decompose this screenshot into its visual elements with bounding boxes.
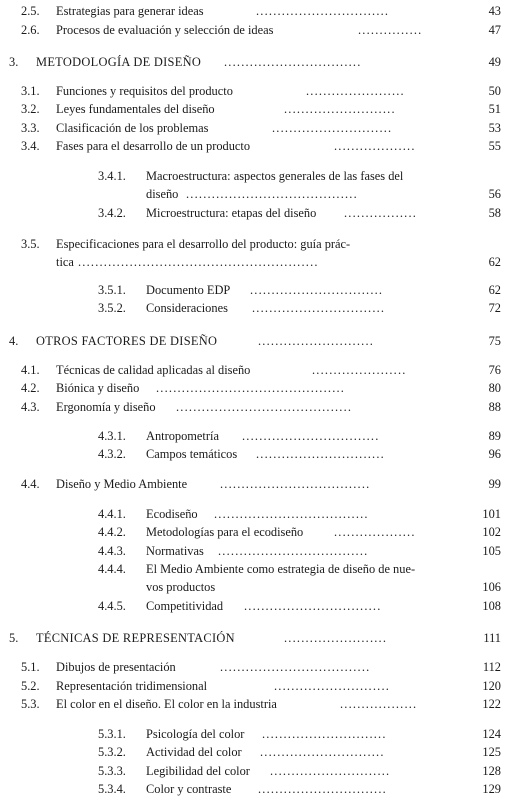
toc-title: Campos temáticos (146, 447, 238, 461)
toc-number: 4.2. (21, 381, 40, 395)
dot-leader: ........................................................ (78, 255, 319, 269)
toc-number: 3. (9, 55, 19, 69)
toc-entry (0, 781, 509, 797)
toc-number: 3.3. (21, 121, 40, 135)
toc-title: Diseño y Medio Ambiente (56, 477, 188, 491)
dot-leader: ................................... (220, 477, 371, 491)
toc-number: 5.3.1. (98, 727, 126, 741)
toc-number: 4.4.5. (98, 599, 126, 613)
toc-number: 4.4.2. (98, 525, 126, 539)
toc-chapter (0, 630, 509, 646)
toc-entry (0, 380, 509, 396)
toc-page-number: 125 (482, 745, 501, 759)
toc-entry (0, 428, 509, 444)
toc-entry (0, 120, 509, 136)
toc-number: 3.5.1. (98, 283, 126, 297)
toc-number: 4.3.2. (98, 447, 126, 461)
toc-page-number: 129 (482, 782, 501, 796)
toc-title: El color en el diseño. El color en la industria (56, 697, 277, 711)
toc-title: El Medio Ambiente como estrategia de diseño de nue- (146, 562, 416, 576)
toc-page-number: 49 (488, 55, 501, 69)
toc-page-number: 62 (488, 283, 501, 297)
dot-leader: .............................. (258, 782, 387, 796)
toc-entry (0, 763, 509, 779)
dot-leader: ........................ (284, 631, 388, 645)
toc-title: Competitividad (146, 599, 224, 613)
toc-page-number: 111 (483, 631, 501, 645)
toc-entry-continuation (0, 186, 509, 202)
dot-leader: ................................ (242, 429, 380, 443)
dot-leader: ................................ (244, 599, 382, 613)
toc-page-number: 120 (482, 679, 501, 693)
dot-leader: ................................... (218, 544, 369, 558)
dot-leader: .................................... (214, 507, 369, 521)
toc-title: Consideraciones (146, 301, 228, 315)
toc-page-number: 88 (488, 400, 501, 414)
toc-number: 4. (9, 334, 19, 348)
toc-number: 4.1. (21, 363, 40, 377)
dot-leader: ............... (358, 23, 423, 37)
toc-title-continuation: vos productos (146, 580, 216, 594)
toc-chapter-title: TÉCNICAS DE REPRESENTACIÓN (36, 631, 235, 645)
toc-entry (0, 744, 509, 760)
toc-number: 4.4. (21, 477, 40, 491)
toc-page-number: 76 (488, 363, 501, 377)
toc-page-number: 102 (482, 525, 501, 539)
dot-leader: ................... (334, 525, 416, 539)
toc-entry (0, 696, 509, 712)
dot-leader: ............................ (270, 764, 391, 778)
toc-number: 3.4.1. (98, 169, 126, 183)
toc-title: Fases para el desarrollo de un producto (56, 139, 251, 153)
toc-number: 2.6. (21, 23, 40, 37)
toc-title: Especificaciones para el desarrollo del producto: guía prác- (56, 237, 351, 251)
dot-leader: ................................ (224, 55, 362, 69)
toc-title: Representación tridimensional (56, 679, 208, 693)
toc-page-number: 99 (488, 477, 501, 491)
dot-leader: ............................. (260, 745, 385, 759)
toc-entry (0, 726, 509, 742)
toc-entry (0, 205, 509, 221)
dot-leader: ............................ (272, 121, 393, 135)
toc-entry (0, 236, 509, 252)
toc-entry (0, 300, 509, 316)
toc-number: 4.3. (21, 400, 40, 414)
dot-leader: ............................................ (156, 381, 346, 395)
toc-entry (0, 543, 509, 559)
toc-title: Ergonomía y diseño (56, 400, 156, 414)
toc-number: 5.2. (21, 679, 40, 693)
dot-leader: ................. (344, 206, 418, 220)
toc-entry (0, 678, 509, 694)
toc-page-number: 62 (488, 255, 501, 269)
toc-title: Dibujos de presentación (56, 660, 176, 674)
toc-number: 3.1. (21, 84, 40, 98)
toc-title-continuation: tica (56, 255, 74, 269)
toc-entry (0, 446, 509, 462)
toc-title: Normativas (146, 544, 204, 558)
toc-page-number: 51 (488, 102, 501, 116)
toc-page-number: 47 (488, 23, 501, 37)
toc-entry (0, 524, 509, 540)
toc-page-number: 72 (488, 301, 501, 315)
toc-number: 4.4.4. (98, 562, 126, 576)
dot-leader: .............................. (256, 447, 385, 461)
toc-title: Psicología del color (146, 727, 245, 741)
dot-leader: ....................... (306, 84, 405, 98)
toc-number: 5.3.2. (98, 745, 126, 759)
toc-entry (0, 138, 509, 154)
dot-leader: ............................... (256, 4, 390, 18)
dot-leader: ...................... (312, 363, 407, 377)
toc-number: 5.3. (21, 697, 40, 711)
toc-page-number: 58 (488, 206, 501, 220)
toc-page-number: 106 (482, 580, 501, 594)
dot-leader: ........................... (274, 679, 391, 693)
toc-page-number: 101 (482, 507, 501, 521)
toc-title-continuation: diseño (146, 187, 179, 201)
toc-title: Legibilidad del color (146, 764, 250, 778)
toc-title: Actividad del color (146, 745, 242, 759)
dot-leader: ............................... (252, 301, 386, 315)
toc-number: 3.5. (21, 237, 40, 251)
toc-page-number: 105 (482, 544, 501, 558)
toc-title: Macroestructura: aspectos generales de las fases del (146, 169, 404, 183)
toc-entry (0, 282, 509, 298)
toc-number: 3.5.2. (98, 301, 126, 315)
toc-page-number: 89 (488, 429, 501, 443)
toc-page-number: 53 (488, 121, 501, 135)
toc-number: 5. (9, 631, 19, 645)
toc-number: 3.4. (21, 139, 40, 153)
toc-number: 3.4.2. (98, 206, 126, 220)
dot-leader: ........................................ (186, 187, 358, 201)
dot-leader: .......................... (284, 102, 396, 116)
toc-entry (0, 399, 509, 415)
toc-number: 5.3.3. (98, 764, 126, 778)
toc-entry (0, 476, 509, 492)
toc-page-number: 124 (482, 727, 501, 741)
toc-page-number: 128 (482, 764, 501, 778)
toc-page-number: 56 (488, 187, 501, 201)
dot-leader: ............................... (250, 283, 384, 297)
toc-entry (0, 506, 509, 522)
toc-title: Clasificación de los problemas (56, 121, 209, 135)
toc-title: Funciones y requisitos del producto (56, 84, 233, 98)
toc-entry (0, 83, 509, 99)
toc-title: Ecodiseño (146, 507, 198, 521)
toc-number: 2.5. (21, 4, 40, 18)
toc-title: Metodologías para el ecodiseño (146, 525, 304, 539)
toc-page-number: 96 (488, 447, 501, 461)
toc-entry-continuation (0, 579, 509, 595)
toc-title: Documento EDP (146, 283, 231, 297)
toc-number: 4.4.1. (98, 507, 126, 521)
toc-entry (0, 101, 509, 117)
toc-title: Biónica y diseño (56, 381, 140, 395)
toc-title: Estrategias para generar ideas (56, 4, 204, 18)
toc-page-number: 75 (488, 334, 501, 348)
toc-title: Antropometría (146, 429, 219, 443)
toc-chapter-title: OTROS FACTORES DE DISEÑO (36, 334, 218, 348)
toc-page-number: 50 (488, 84, 501, 98)
toc-title: Microestructura: etapas del diseño (146, 206, 317, 220)
toc-page-number: 122 (482, 697, 501, 711)
dot-leader: ......................................... (176, 400, 353, 414)
toc-page-number: 108 (482, 599, 501, 613)
toc-chapter (0, 54, 509, 70)
dot-leader: ............................. (262, 727, 387, 741)
toc-entry (0, 561, 509, 577)
toc-entry (0, 22, 509, 38)
toc-title: Color y contraste (146, 782, 232, 796)
toc-entry (0, 168, 509, 184)
toc-chapter-title: METODOLOGÍA DE DISEÑO (36, 55, 202, 69)
toc-number: 4.4.3. (98, 544, 126, 558)
toc-number: 4.3.1. (98, 429, 126, 443)
dot-leader: ................................... (220, 660, 371, 674)
toc-number: 5.1. (21, 660, 40, 674)
dot-leader: .................. (340, 697, 418, 711)
toc-entry (0, 362, 509, 378)
dot-leader: ........................... (258, 334, 375, 348)
toc-entry (0, 659, 509, 675)
toc-page-number: 43 (488, 4, 501, 18)
toc-number: 5.3.4. (98, 782, 126, 796)
toc-entry-continuation (0, 254, 509, 270)
toc-entry (0, 3, 509, 19)
toc-page-number: 55 (488, 139, 501, 153)
toc-page-number: 112 (482, 660, 501, 674)
toc-title: Técnicas de calidad aplicadas al diseño (56, 363, 251, 377)
toc-title: Leyes fundamentales del diseño (56, 102, 215, 116)
dot-leader: ................... (334, 139, 416, 153)
toc-title: Procesos de evaluación y selección de ideas (56, 23, 274, 37)
toc-chapter (0, 333, 509, 349)
toc-page-number: 80 (488, 381, 501, 395)
toc-entry (0, 598, 509, 614)
toc-number: 3.2. (21, 102, 40, 116)
